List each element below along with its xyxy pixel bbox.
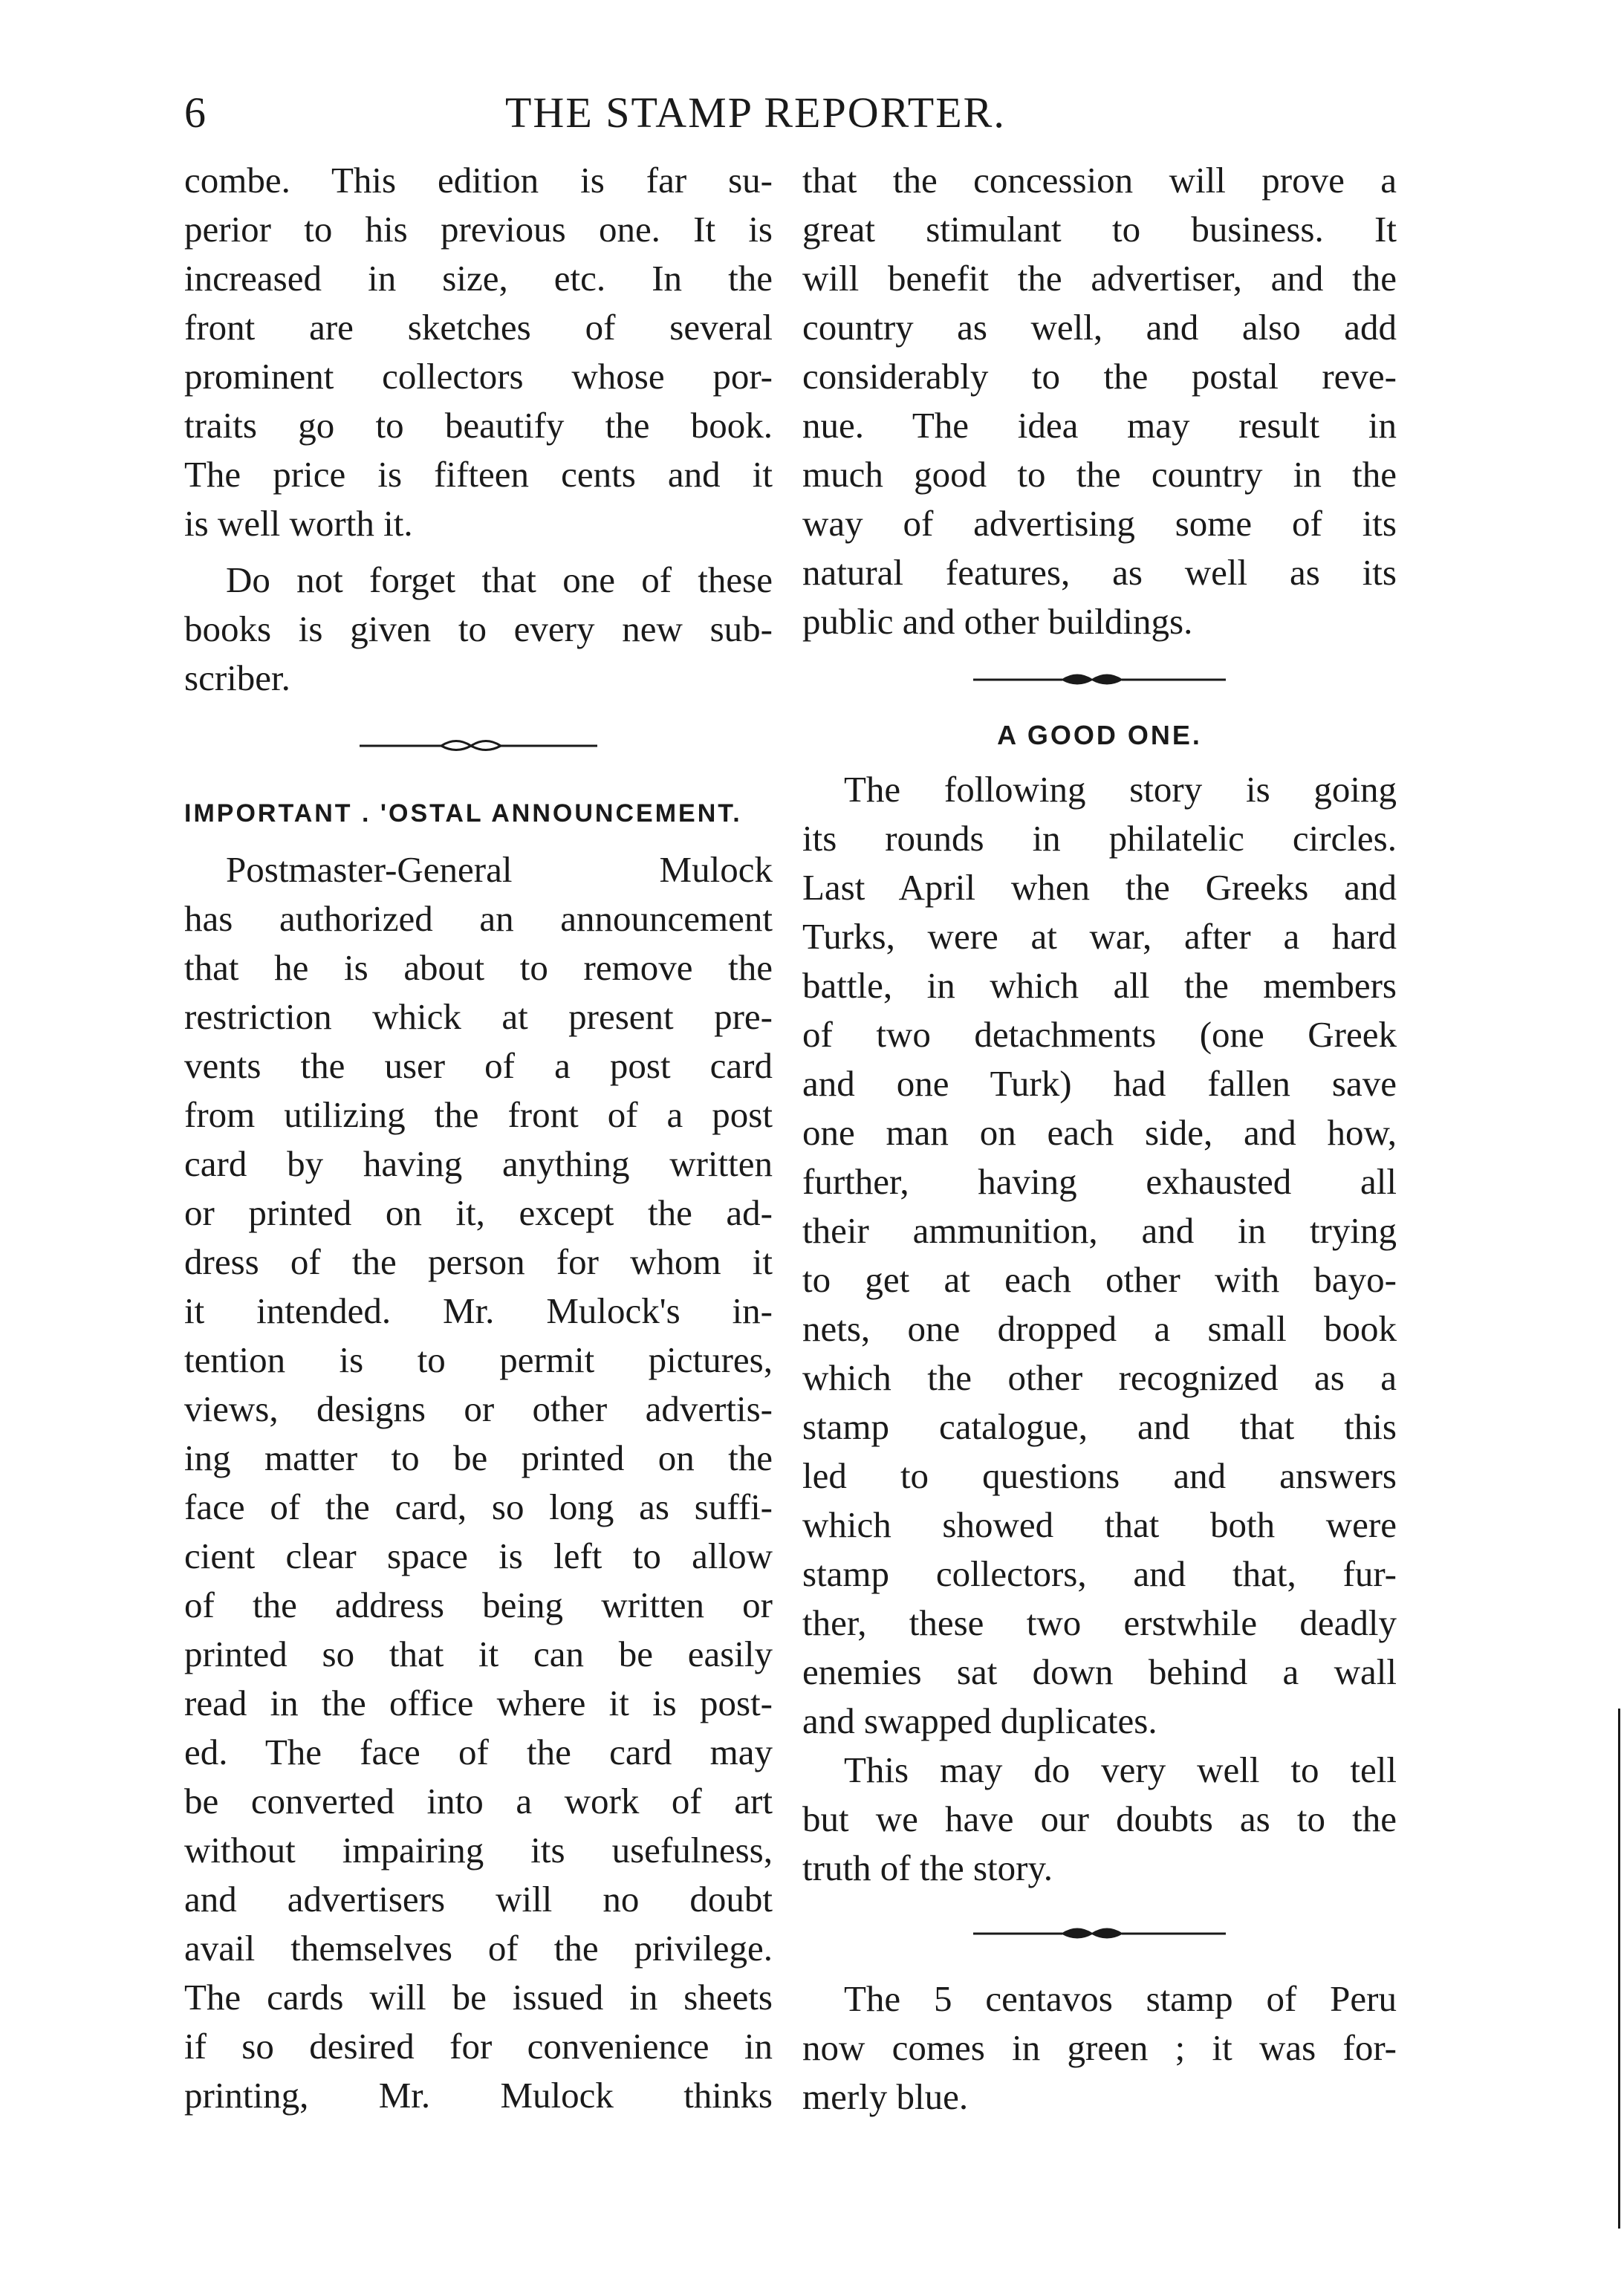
text-line: cient clear space is left to allow (184, 1535, 773, 1576)
text-line: perior to his previous one. It is (184, 209, 773, 250)
text-line: truth of the story. (802, 1847, 1053, 1888)
text-line: books is given to every new sub- (184, 608, 773, 649)
section-heading-a-good-one: A GOOD ONE. (997, 720, 1202, 750)
text-line: vents the user of a post card (184, 1045, 773, 1086)
text-line: combe. This edition is far su- (184, 160, 773, 201)
text-line: ther, these two erstwhile deadly (802, 1602, 1397, 1643)
text-line: without impairing its usefulness, (184, 1830, 773, 1870)
page-number: 6 (184, 88, 207, 137)
text-line: printing, Mr. Mulock thinks (184, 2075, 773, 2116)
text-line: has authorized an announcement (184, 898, 773, 939)
text-line: tention is to permit pictures, (184, 1339, 773, 1380)
text-line: will benefit the advertiser, and the (802, 258, 1397, 299)
section-divider-ornament (802, 646, 1397, 713)
text-line: and swapped duplicates. (802, 1700, 1157, 1741)
text-line: which the other recognized as a (802, 1357, 1397, 1398)
text-line: be converted into a work of art (184, 1781, 773, 1821)
text-line: way of advertising some of its (802, 503, 1397, 544)
text-line: restriction whick at present pre- (184, 996, 773, 1037)
scan-edge-marks (1615, 1709, 1624, 2229)
text-line: natural features, as well as its (802, 552, 1397, 593)
text-line: is well worth it. (184, 503, 413, 544)
text-line: scriber. (184, 657, 290, 698)
text-line: and advertisers will no doubt (184, 1879, 773, 1920)
text-line: card by having anything written (184, 1143, 773, 1184)
section-divider-ornament (802, 1893, 1397, 1974)
text-line: if so desired for convenience in (184, 2026, 773, 2067)
paragraph-subscriber-note (184, 556, 773, 605)
text-line: it intended. Mr. Mulock's in- (184, 1290, 773, 1331)
running-title: THE STAMP REPORTER. (505, 88, 1006, 137)
text-line: country as well, and also add (802, 307, 1397, 348)
text-line: considerably to the postal reve- (802, 356, 1397, 397)
text-line: This may do very well to tell (844, 1749, 1397, 1790)
text-line: public and other buildings. (802, 601, 1193, 642)
text-line: The 5 centavos stamp of Peru (844, 1978, 1397, 2019)
text-line: which showed that both were (802, 1504, 1397, 1545)
ornament-icon (973, 1922, 1226, 1945)
paragraph-postal-announcement (184, 845, 773, 2120)
text-line: merly blue. (802, 2076, 969, 2117)
right-column (802, 156, 1397, 2122)
text-line: Turks, were at war, after a hard (802, 916, 1397, 957)
text-line: traits go to beautify the book. (184, 405, 773, 446)
text-line: ing matter to be printed on the (184, 1437, 773, 1478)
text-line: Do not forget that one of these (226, 559, 773, 600)
paragraph-peru-stamp (802, 1974, 1397, 2122)
text-line: nue. The idea may result in (802, 405, 1397, 446)
text-line: views, designs or other advertis- (184, 1388, 773, 1429)
text-line: read in the office where it is post- (184, 1683, 773, 1723)
text-line: now comes in green ; it was for- (802, 2027, 1397, 2068)
left-column (184, 156, 773, 2120)
text-line: and one Turk) had fallen save (802, 1063, 1397, 1104)
text-line: to get at each other with bayo- (802, 1259, 1397, 1300)
running-header (0, 88, 1624, 147)
text-line: that the concession will prove a (802, 160, 1397, 201)
text-line: one man on each side, and how, (802, 1112, 1397, 1153)
paragraph-doubts (802, 1746, 1397, 1893)
ornament-icon (360, 735, 597, 757)
paragraph-good-story (802, 765, 1397, 1746)
text-line: of the address being written or (184, 1584, 773, 1625)
text-line: its rounds in philatelic circles. (802, 818, 1397, 859)
text-line: that he is about to remove the (184, 947, 773, 988)
text-line: but we have our doubts as to the (802, 1798, 1397, 1839)
text-line: Last April when the Greeks and (802, 867, 1397, 908)
text-line: much good to the country in the (802, 454, 1397, 495)
text-line: ed. The face of the card may (184, 1732, 773, 1772)
text-line: great stimulant to business. It (802, 209, 1397, 250)
text-line: nets, one dropped a small book (802, 1308, 1397, 1349)
text-line: from utilizing the front of a post (184, 1094, 773, 1135)
text-line: face of the card, so long as suffi- (184, 1486, 773, 1527)
text-line: The price is fifteen cents and it (184, 454, 773, 495)
text-line: Postmaster-General Mulock (226, 849, 773, 890)
text-line: dress of the person for whom it (184, 1241, 773, 1282)
text-line: stamp catalogue, and that this (802, 1406, 1397, 1447)
section-divider-ornament (184, 703, 773, 789)
text-line: front are sketches of several (184, 307, 773, 348)
section-heading-postal-announcement: IMPORTANT . 'OSTAL ANNOUNCEMENT. (184, 799, 742, 828)
text-line: led to questions and answers (802, 1455, 1397, 1496)
paragraph-concession (802, 156, 1397, 646)
text-line: further, having exhausted all (802, 1161, 1397, 1202)
text-line: avail themselves of the privilege. (184, 1928, 773, 1969)
text-line: or printed on it, except the ad- (184, 1192, 773, 1233)
text-line: The cards will be issued in sheets (184, 1977, 773, 2018)
text-line: increased in size, etc. In the (184, 258, 773, 299)
text-line: printed so that it can be easily (184, 1634, 773, 1674)
ornament-icon (973, 669, 1226, 691)
paragraph-edition-review (184, 156, 773, 548)
text-line: battle, in which all the members (802, 965, 1397, 1006)
text-line: their ammunition, and in trying (802, 1210, 1397, 1251)
text-line: stamp collectors, and that, fur- (802, 1553, 1397, 1594)
text-line: enemies sat down behind a wall (802, 1651, 1397, 1692)
text-line: of two detachments (one Greek (802, 1014, 1397, 1055)
text-line: prominent collectors whose por- (184, 356, 773, 397)
text-line: The following story is going (844, 769, 1397, 810)
